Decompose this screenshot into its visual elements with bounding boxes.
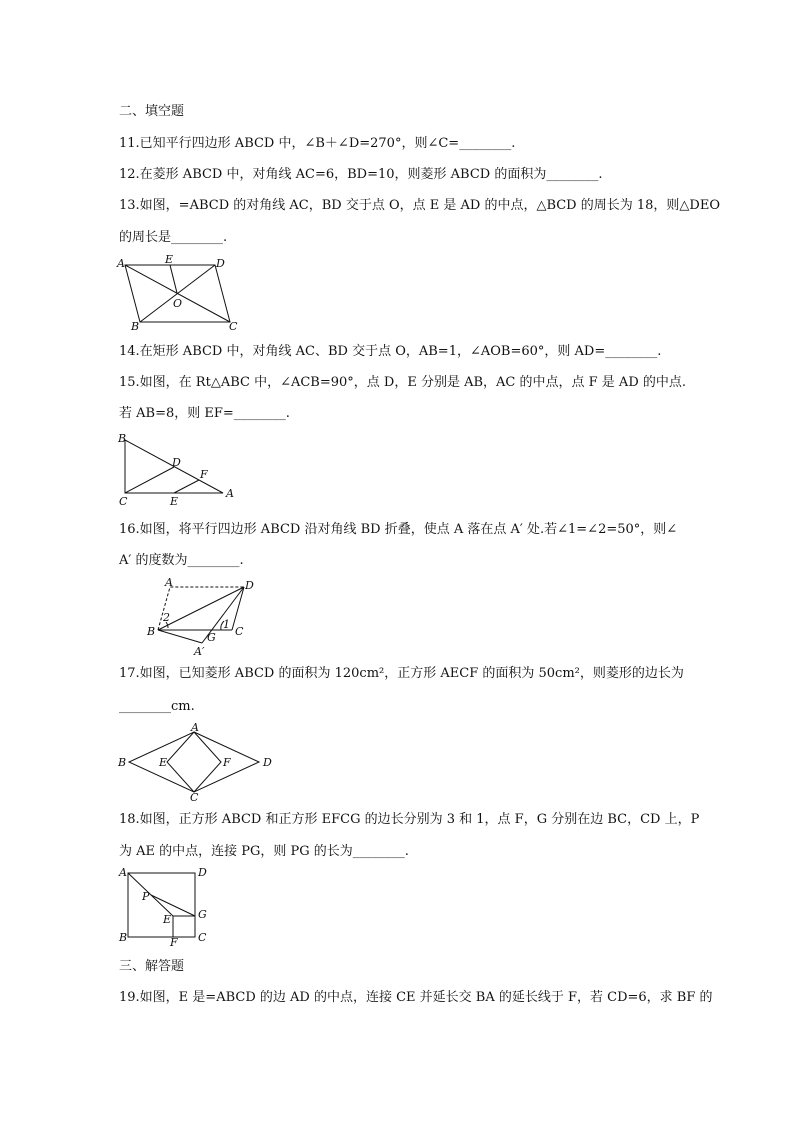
- question-16-line-1: 16.如图，将平行四边形 ABCD 沿对角线 BD 折叠，使点 A 落在点 A′ 处.若∠1=∠2=50°，则∠: [119, 522, 678, 537]
- fig13-label-B: B: [131, 320, 140, 333]
- figure-18-squares: [115, 865, 215, 947]
- section-3-heading: 三、解答题: [119, 959, 185, 974]
- question-19-line-1: 19.如图，E 是=ABCD 的边 AD 的中点，连接 CE 并延长交 BA 的延长线于 F，若 CD=6，求 BF 的: [119, 990, 713, 1005]
- fig17-label-A: A: [191, 721, 199, 734]
- figure-13-parallelogram: [115, 253, 245, 333]
- fig16-label-A-prime: A′: [194, 645, 205, 658]
- fig16-label-G: G: [207, 631, 216, 644]
- figure-15-right-triangle: [115, 430, 245, 510]
- fig16-label-A: A: [165, 576, 173, 589]
- question-14: 14.在矩形 ABCD 中，对角线 AC、BD 交于点 O，AB=1，∠AOB=60°，则 AD=________.: [119, 344, 662, 359]
- fig18-label-C: C: [198, 931, 207, 944]
- fig15-label-F: F: [200, 468, 208, 481]
- fig15-label-E: E: [170, 495, 179, 508]
- fig16-label-angle-2: 2: [163, 611, 170, 624]
- question-13-line-2: 的周长是________.: [119, 230, 228, 245]
- fig13-label-O: O: [173, 297, 183, 310]
- fig15-label-B: B: [118, 432, 127, 445]
- fig16-label-C: C: [235, 625, 244, 638]
- fig17-label-F: F: [223, 756, 231, 769]
- question-11: 11.已知平行四边形 ABCD 中，∠B＋∠D=270°，则∠C=________.: [119, 136, 516, 151]
- fig15-label-C: C: [119, 495, 128, 508]
- question-18-line-2: 为 AE 的中点，连接 PG，则 PG 的长为________.: [119, 844, 409, 859]
- question-17-line-2: ________cm.: [119, 699, 195, 714]
- fig18-label-F: F: [170, 936, 178, 949]
- fig13-label-E: E: [165, 253, 174, 266]
- question-13-line-1: 13.如图，=ABCD 的对角线 AC，BD 交于点 O，点 E 是 AD 的中点，△BCD 的周长为 18，则△DEO: [119, 198, 720, 213]
- fig18-label-A: A: [119, 866, 127, 879]
- fig18-label-P: P: [142, 890, 150, 903]
- figure-17-rhombus-square: [115, 720, 280, 802]
- fig17-label-E: E: [159, 756, 168, 769]
- question-15-line-1: 15.如图，在 Rt△ABC 中，∠ACB=90°，点 D，E 分别是 AB，AC 的中点，点 F 是 AD 的中点.: [119, 375, 687, 390]
- question-18-line-1: 18.如图，正方形 ABCD 和正方形 EFCG 的边长分别为 3 和 1，点 F，G 分别在边 BC，CD 上，P: [119, 812, 700, 827]
- fig18-label-D: D: [198, 866, 207, 879]
- fig17-label-D: D: [263, 756, 272, 769]
- figure-16-folded-parallelogram: [140, 575, 270, 660]
- fig18-label-E: E: [163, 913, 172, 926]
- fig13-label-C: C: [229, 320, 238, 333]
- question-12: 12.在菱形 ABCD 中，对角线 AC=6，BD=10，则菱形 ABCD 的面积为________.: [119, 167, 603, 182]
- fig18-label-G: G: [198, 908, 207, 921]
- fig15-label-A: A: [226, 487, 234, 500]
- fig16-label-D: D: [245, 579, 254, 592]
- section-2-heading: 二、填空题: [119, 104, 185, 119]
- fig17-label-C: C: [190, 791, 199, 804]
- fig18-label-B: B: [119, 931, 128, 944]
- fig13-label-D: D: [216, 257, 225, 270]
- question-16-line-2: A′ 的度数为________.: [119, 553, 244, 568]
- fig15-label-D: D: [172, 456, 181, 469]
- fig13-label-A: A: [117, 257, 125, 270]
- fig16-label-angle-1: 1: [223, 618, 230, 631]
- fig16-label-B: B: [147, 625, 156, 638]
- fig17-label-B: B: [118, 756, 127, 769]
- question-17-line-1: 17.如图，已知菱形 ABCD 的面积为 120cm²，正方形 AECF 的面积为 50cm²，则菱形的边长为: [119, 666, 684, 681]
- question-15-line-2: 若 AB=8，则 EF=________.: [119, 406, 290, 421]
